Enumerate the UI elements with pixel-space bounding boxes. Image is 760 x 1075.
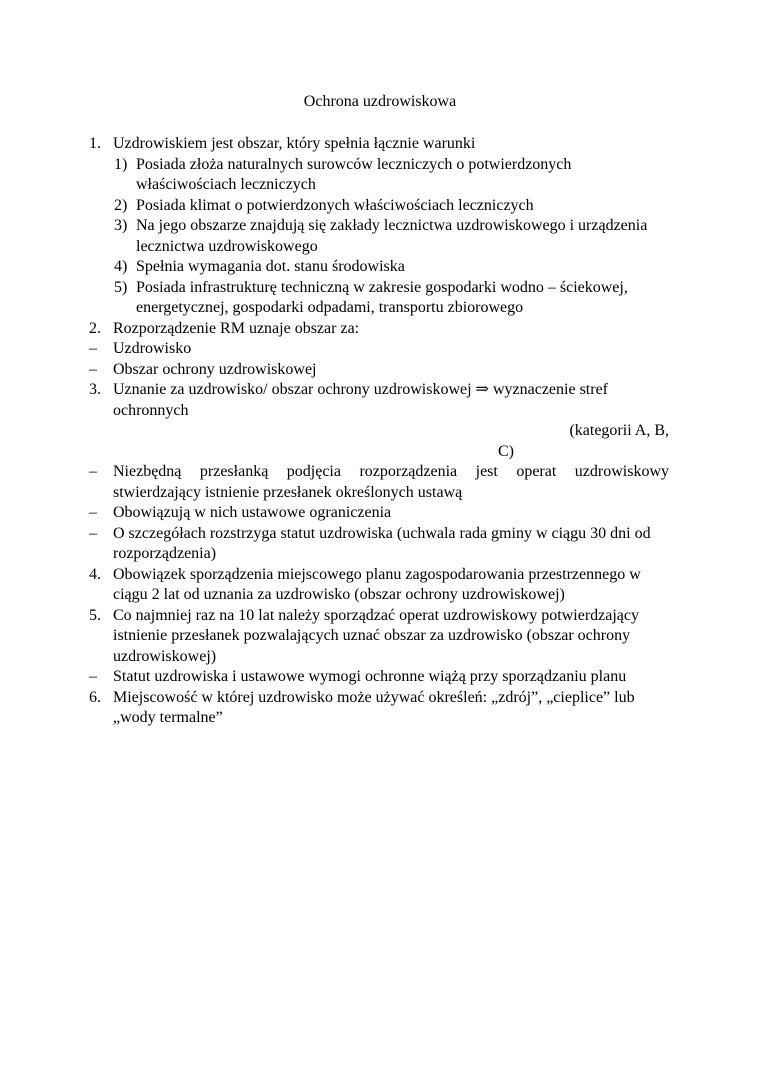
dash-marker: – [89, 463, 97, 480]
item-text: Rozporządzenie RM uznaje obszar za: [113, 319, 360, 337]
item-text: Niezbędną przesłanką podjęcia rozporządzenia jest operat uzdrowiskowy stwierdzający istnienie przesłanek określonych ustawą [113, 463, 669, 501]
list-item-5 [89, 606, 669, 668]
item-number: 5. [89, 606, 101, 624]
item-number: 3. [89, 381, 101, 398]
sub-item-4 [89, 257, 669, 278]
item-text: Uzdrowisko [113, 340, 192, 357]
item-text: Uzdrowiskiem jest obszar, który spełnia łącznie warunki [113, 135, 476, 152]
item-number: 6. [89, 688, 101, 706]
sub-item-3 [89, 216, 669, 257]
sub-item-1 [89, 155, 669, 196]
dash-item [89, 462, 669, 503]
categories-note-line-2: C) [498, 442, 514, 460]
dash-marker: – [89, 504, 97, 521]
page-title: Ochrona uzdrowiskowa [303, 93, 457, 110]
item-number: 2. [89, 319, 101, 337]
item-text: Obowiązują w nich ustawowe ograniczenia [113, 504, 392, 521]
list-item-6 [89, 688, 669, 729]
dash-item [89, 667, 669, 688]
sub-item-number: 1) [114, 155, 128, 173]
list-item-3 [89, 380, 669, 421]
dash-marker: – [89, 340, 97, 357]
item-text: Miejscowość w której uzdrowisko może używać określeń: „zdrój”, „cieplice” lub „wody termalne” [113, 688, 635, 726]
item-text: O szczegółach rozstrzyga statut uzdrowiska (uchwala rada gminy w ciągu 30 dni od rozporządzenia) [113, 524, 651, 562]
sub-item-text: Posiada złoża naturalnych surowców leczniczych o potwierdzonych właściwościach leczniczych [136, 155, 572, 193]
item-text: Co najmniej raz na 10 lat należy sporządzać operat uzdrowiskowy potwierdzający istnienie przesłanek pozwalających uznać obszar za uzdrowisko (obszar ochrony uzdrowiskowej) [113, 606, 640, 665]
dash-item [89, 360, 669, 381]
list-item-1 [89, 134, 669, 155]
dash-marker: – [89, 668, 97, 685]
sub-item-text: Posiada infrastrukturę techniczną w zakresie gospodarki wodno – ściekowej, energetycznej, gospodarki odpadami, transportu zbiorowego [136, 278, 628, 316]
dash-item [89, 524, 669, 565]
dash-marker: – [89, 524, 97, 542]
item-text: Obszar ochrony uzdrowiskowej [113, 360, 317, 378]
list-item-4 [89, 565, 669, 606]
sub-item-text: Posiada klimat o potwierdzonych właściwościach leczniczych [136, 196, 534, 214]
list-item-2 [89, 319, 669, 340]
item-text: Uznanie za uzdrowisko/ obszar ochrony uzdrowiskowej ⇒ wyznaczenie stref ochronnych [113, 381, 608, 419]
sub-item-number: 5) [114, 278, 128, 296]
sub-item-number: 2) [114, 196, 128, 214]
sub-item-number: 3) [114, 217, 128, 234]
categories-note-line-1: (kategorii A, B, [569, 422, 669, 439]
dash-item [89, 339, 669, 360]
item-text: Obowiązek sporządzenia miejscowego planu zagospodarowania przestrzennego w ciągu 2 lat od uznania za uzdrowisko (obszar ochrony uzdrowiskowej) [113, 565, 641, 603]
item-number: 4. [89, 565, 101, 583]
item-number: 1. [89, 135, 101, 152]
item-text: Statut uzdrowiska i ustawowe wymogi ochronne wiążą przy sporządzaniu planu [113, 668, 627, 685]
sub-item-text: Na jego obszarze znajdują się zakłady lecznictwa uzdrowiskowego i urządzenia lecznictwa uzdrowiskowego [136, 217, 648, 255]
sub-item-2 [89, 196, 669, 217]
sub-item-number: 4) [114, 258, 128, 275]
document-body [89, 134, 669, 729]
dash-marker: – [89, 360, 97, 378]
sub-item-text: Spełnia wymagania dot. stanu środowiska [136, 258, 405, 275]
sub-item-5 [89, 278, 669, 319]
dash-item [89, 503, 669, 524]
